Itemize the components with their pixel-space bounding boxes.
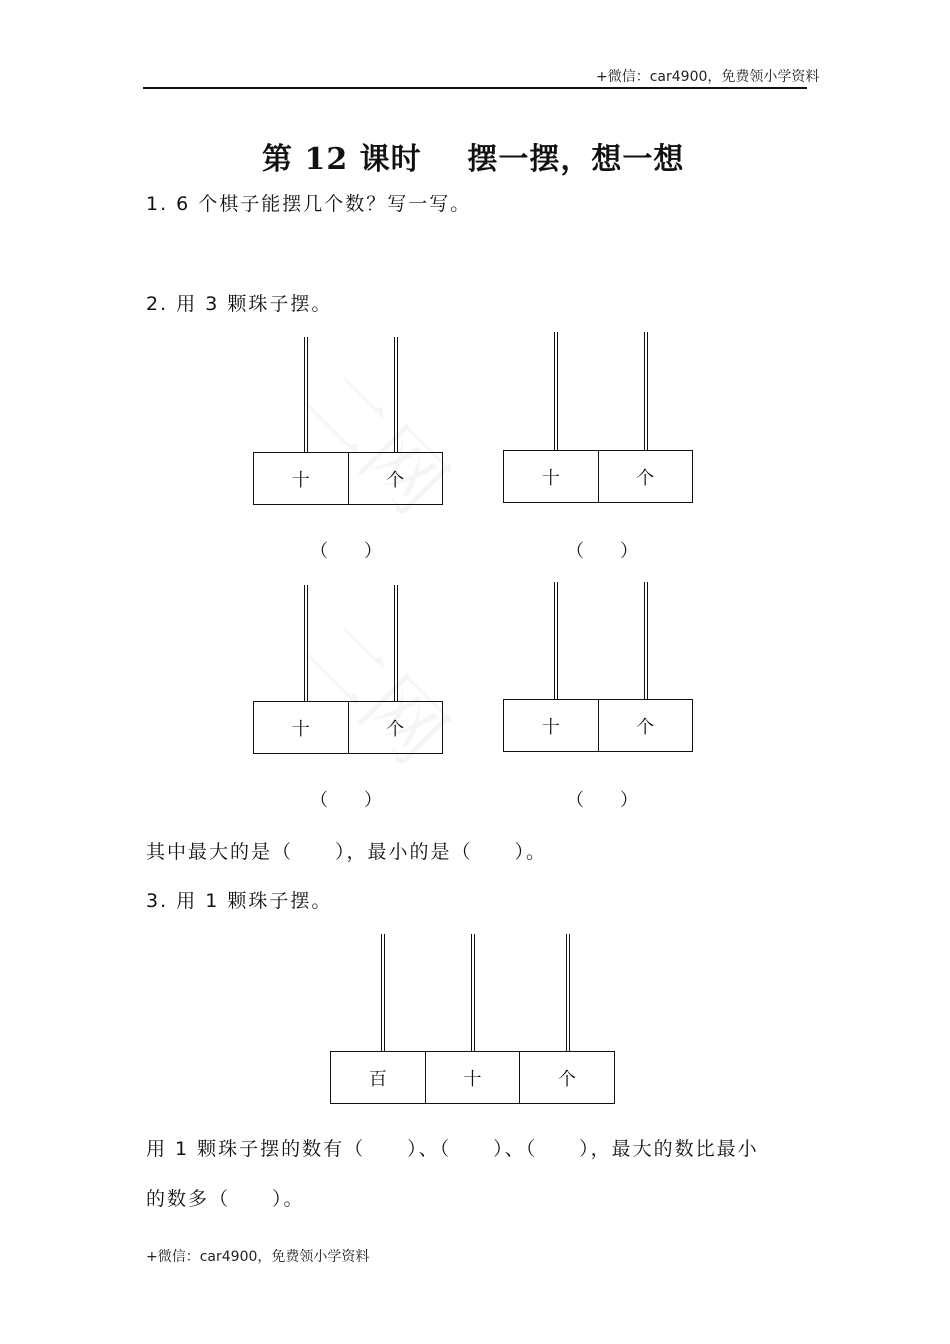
- abacus-base: [253, 701, 443, 754]
- answer-blank[interactable]: （ ）: [310, 541, 382, 562]
- tens-place-label: 十: [425, 1052, 520, 1103]
- tens-place-label: 十: [541, 467, 560, 489]
- abacus-rod: [471, 934, 475, 1051]
- question-3-line-1: 用 1 颗珠子摆的数有（ ）、（ ）、（ ），最大的数比最小: [146, 1138, 759, 1160]
- answer-blank[interactable]: （ ）: [566, 541, 638, 562]
- abacus-rod: [554, 582, 558, 699]
- footer-note: +微信：car4900，免费领小学资料: [146, 1249, 370, 1265]
- question-2-summary: 其中最大的是（ ），最小的是（ ）。: [146, 841, 548, 863]
- abacus-rod: [644, 582, 648, 699]
- abacus-rod: [554, 332, 558, 450]
- page-title: 第 12 课时 摆一摆，想一想: [262, 142, 685, 177]
- abacus-base: [503, 699, 693, 752]
- question-2: 2. 用 3 颗珠子摆。: [146, 293, 333, 315]
- abacus-rod: [381, 934, 385, 1051]
- watermark: [283, 340, 477, 534]
- ones-place-label: 个: [598, 700, 693, 751]
- abacus-rod: [394, 337, 398, 452]
- answer-blank[interactable]: （ ）: [566, 790, 638, 811]
- abacus-rod: [566, 934, 570, 1051]
- abacus-base: [503, 450, 693, 503]
- abacus-base: [330, 1051, 615, 1104]
- watermark: [283, 590, 477, 784]
- abacus-base: [253, 452, 443, 505]
- hundreds-place-label: 百: [368, 1068, 387, 1090]
- answer-blank[interactable]: （ ）: [310, 790, 382, 811]
- abacus-rod: [304, 337, 308, 452]
- ones-place-label: 个: [519, 1052, 614, 1103]
- tens-place-label: 十: [291, 718, 310, 740]
- tens-place-label: 十: [291, 469, 310, 491]
- header-rule: [143, 87, 807, 89]
- question-3-line-2: 的数多（ ）。: [146, 1188, 305, 1210]
- ones-place-label: 个: [348, 702, 443, 753]
- ones-place-label: 个: [598, 451, 693, 502]
- question-3: 3. 用 1 颗珠子摆。: [146, 890, 333, 912]
- ones-place-label: 个: [348, 453, 443, 504]
- abacus-rod: [394, 585, 398, 701]
- header-note: +微信：car4900，免费领小学资料: [596, 69, 820, 85]
- question-1: 1. 6 个棋子能摆几个数？写一写。: [146, 193, 472, 215]
- abacus-rod: [304, 585, 308, 701]
- tens-place-label: 十: [541, 716, 560, 738]
- abacus-rod: [644, 332, 648, 450]
